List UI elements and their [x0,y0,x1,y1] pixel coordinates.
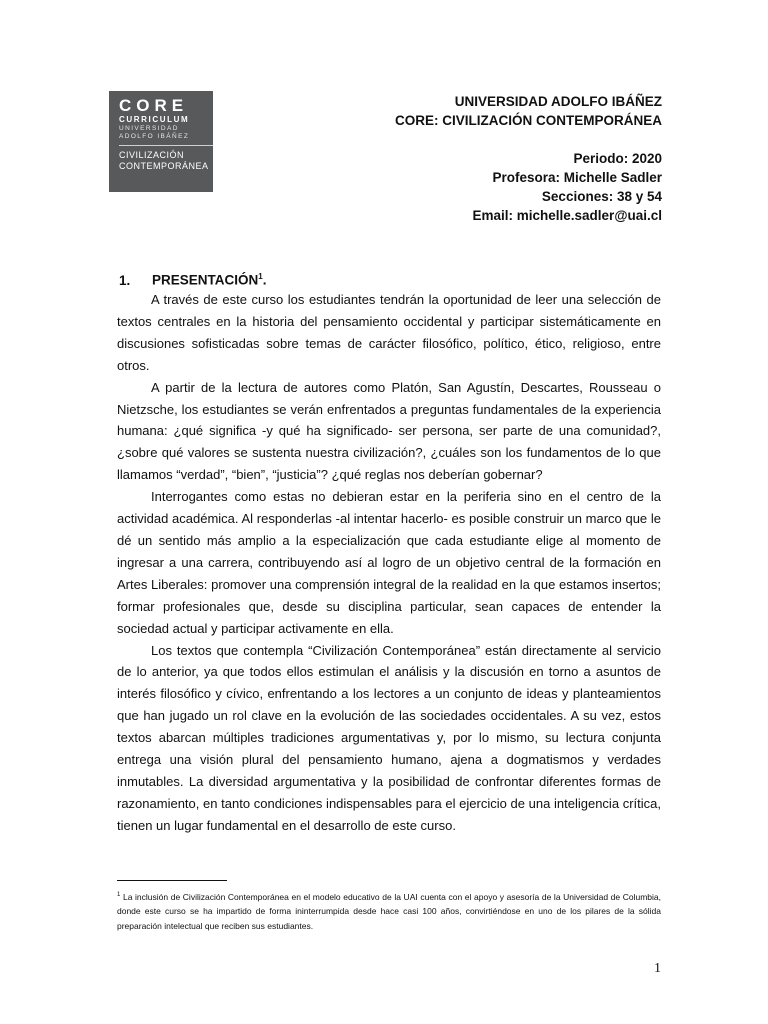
paragraph: A partir de la lectura de autores como Platón, San Agustín, Descartes, Rousseau o Nietzsche, los estudiantes se verán enfrentados a preguntas fundamentales de la experiencia humana: ¿qué significa -y qué ha significado- ser persona, ser parte de una comunidad?, ¿sobre qué valores se sustenta nuestra civilización?, ¿cuáles son los fundamentos de lo que llamamos “verdad”, “bien”, “justicia”? ¿qué reglas nos deberían gobernar? [117,379,661,483]
logo-divider [119,145,213,146]
footnote [117,888,661,933]
paragraph: A través de este curso los estudiantes tendrán la oportunidad de leer una selección de textos centrales en la historia del pensamiento occidental y participar sistemáticamente en discusiones sofisticadas sobre temas de carácter filosófico, político, ético, religioso, entre otros. [117,292,661,373]
document-header [395,92,662,225]
header-spacer [395,130,662,149]
logo-curriculum-text: CURRICULUM [119,115,190,124]
course-name: CORE: CIVILIZACIÓN CONTEMPORÁNEA [394,113,662,128]
paragraph: Los textos que contempla “Civilización Contemporánea” están directamente al servicio de lo anterior, ya que todos ellos estimulan el análisis y la discusión en torno a asuntos de interés filosófico y cívico, enfrentando a los lectores a un conjunto de ideas y planteamientos que han jugado un rol clave en la evolución de las sociedades occidentales. A su vez, estos textos abarcan múltiples tradiciones argumentativas y, por lo mismo, su lectura conjunta entrega una visión plural del pensamiento humano, ajena a dogmatismos y verdades inmutables. La diversidad argumentativa y la posibilidad de confrontar diferentes formas de razonamiento, en tanto condiciones indispensables para el ejercicio de una inteligencia crítica, tienen un lugar fundamental en el desarrollo de este curso. [117,642,661,833]
logo-civilizacion-text: CIVILIZACIÓN [119,150,185,160]
core-curriculum-logo [109,91,213,192]
sections-line: Secciones: 38 y 54 [541,189,662,204]
footnote-marker: 1 [117,892,121,898]
email-line: Email: michelle.sadler@uai.cl [472,208,662,223]
logo-contemporanea-text: CONTEMPORÁNEA [119,161,209,171]
section-number: 1. [119,272,131,288]
presentation-body [117,289,661,837]
logo-core-text: CORE [119,96,189,115]
footnote-text: La inclusión de Civilización Contemporánea en el modelo educativo de la UAI cuenta con el apoyo y asesoría de la Universidad de Columbia, donde este curso se ha impartido de forma ininterrumpida desde hace casi 100 años, convirtiéndose en uno de los pilares de la sólida preparación intelectual que reciben sus estudiantes. [117,891,661,931]
professor-line: Profesora: Michelle Sadler [492,170,662,185]
logo-universidad-text: UNIVERSIDAD [119,125,179,132]
section-title-text: PRESENTACIÓN [152,272,259,288]
page-number: 1 [654,961,661,976]
footnote-separator [117,880,227,881]
logo-adolfo-ibanez-text: ADOLFO IBÁÑEZ [119,133,190,140]
paragraph: Interrogantes como estas no debieran estar en la periferia sino en el centro de la actividad académica. Al responderlas -al intentar hacerlo- es posible construir un marco que le dé un sentido más amplio a la especialización que cada estudiante elige al momento de ingresar a una carrera, contribuyendo así al logro de un objetivo central de la formación en Artes Liberales: promover una comprensión integral de la realidad en la que estamos insertos; formar profesionales que, desde su disciplina particular, sean capaces de entender la sociedad actual y participar activamente en ella. [117,489,661,636]
period-line: Periodo: 2020 [573,151,662,166]
university-name: UNIVERSIDAD ADOLFO IBÁÑEZ [454,94,662,109]
footnote-reference[interactable]: 1 [258,272,263,281]
section-heading [119,268,266,290]
section-title-suffix: . [262,272,267,288]
